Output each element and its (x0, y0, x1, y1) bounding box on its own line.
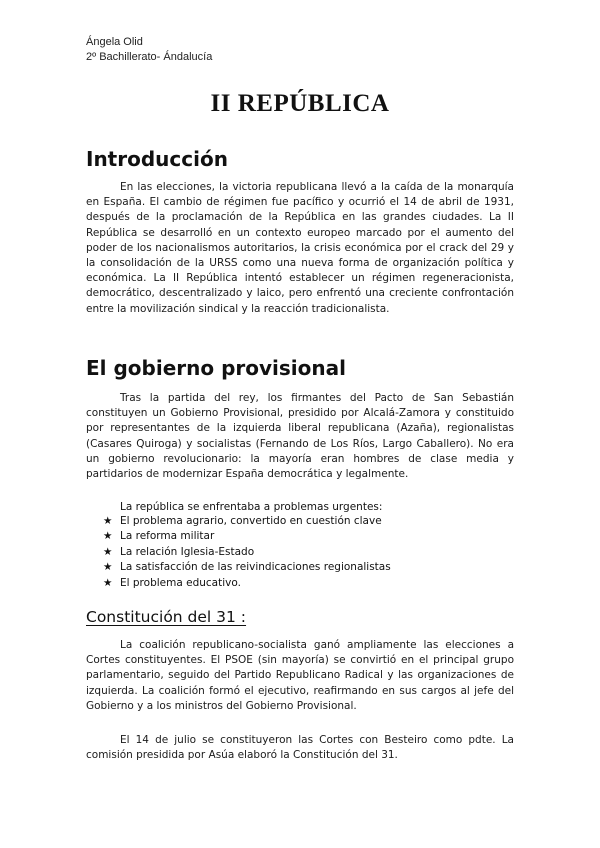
section-heading-introduccion: Introducción (86, 147, 228, 171)
course-label: 2º Bachillerato- Ándalucía (86, 51, 213, 63)
list-item (103, 529, 391, 544)
star-bullet-icon: ★ (103, 576, 113, 589)
star-bullet-icon: ★ (103, 530, 113, 543)
list-item-text: La reforma militar (120, 530, 215, 543)
list-item-text: La satisfacción de las reivindicaciones regionalistas (120, 561, 391, 574)
list-item (103, 560, 391, 575)
list-item (103, 545, 391, 560)
intro-paragraph: En las elecciones, la victoria republicana llevó a la caída de la monarquía en España. El cambio de régimen fue pacífico y ocurrió el 14 de abril de 1931, después de la proclamación de la República en las grandes ciudades. La II República se desarrolló en un contexto europeo marcado por el aumento del poder de los nacionalismos autoritarios, la crisis económica por el crack del 29 y la consolidación de la URSS como una nueva forma de organización política y económica. La II República intentó establecer un régimen regeneracionista, democrático, descentralizado y laico, pero enfrentó una creciente confrontación entre la movilización sindical y la reacción tradicionalista. (86, 181, 514, 315)
star-bullet-icon: ★ (103, 545, 113, 558)
document-header (86, 35, 212, 65)
problems-list (103, 514, 391, 591)
list-item-text: El problema agrario, convertido en cuestión clave (120, 515, 382, 527)
section-heading-gobierno-provisional: El gobierno provisional (86, 356, 346, 380)
document-title: II REPÚBLICA (210, 90, 390, 117)
author-name: Ángela Olid (86, 36, 143, 48)
problems-lead: La república se enfrentaba a problemas urgentes: (120, 501, 383, 513)
list-item-text: La relación Iglesia-Estado (120, 545, 255, 558)
list-item-text: El problema educativo. (120, 576, 241, 589)
list-item (103, 576, 391, 591)
star-bullet-icon: ★ (103, 515, 113, 527)
subsection-heading-constitucion: Constitución del 31 : (86, 608, 247, 626)
constitucion-paragraph-1: La coalición republicano-socialista ganó ampliamente las elecciones a Cortes constituyentes. El PSOE (sin mayoría) se convirtió en el principal grupo parlamentario, seguido del Partido Republicano Radical y las organizaciones de izquierda. La coalición formó el ejecutivo, reafirmando en sus cargos al jefe del Gobierno y a los ministros del Gobierno Provisional. (86, 639, 514, 712)
gobierno-paragraph: Tras la partida del rey, los firmantes del Pacto de San Sebastián constituyen un Gobierno Provisional, presidido por Alcalá-Zamora y constituido por representantes de la izquierda liberal republicana (Azaña), regionalistas (Casares Quiroga) y socialistas (Fernando de Los Ríos, Largo Caballero). No era un gobierno revolucionario: la mayoría eran hombres de clase media y partidarios de modernizar España democrática y legalmente. (86, 392, 514, 481)
star-bullet-icon: ★ (103, 561, 113, 574)
constitucion-paragraph-2: El 14 de julio se constituyeron las Cortes con Besteiro como pdte. La comisión presidida por Asúa elaboró la Constitución del 31. (86, 734, 514, 762)
list-item (103, 514, 391, 529)
